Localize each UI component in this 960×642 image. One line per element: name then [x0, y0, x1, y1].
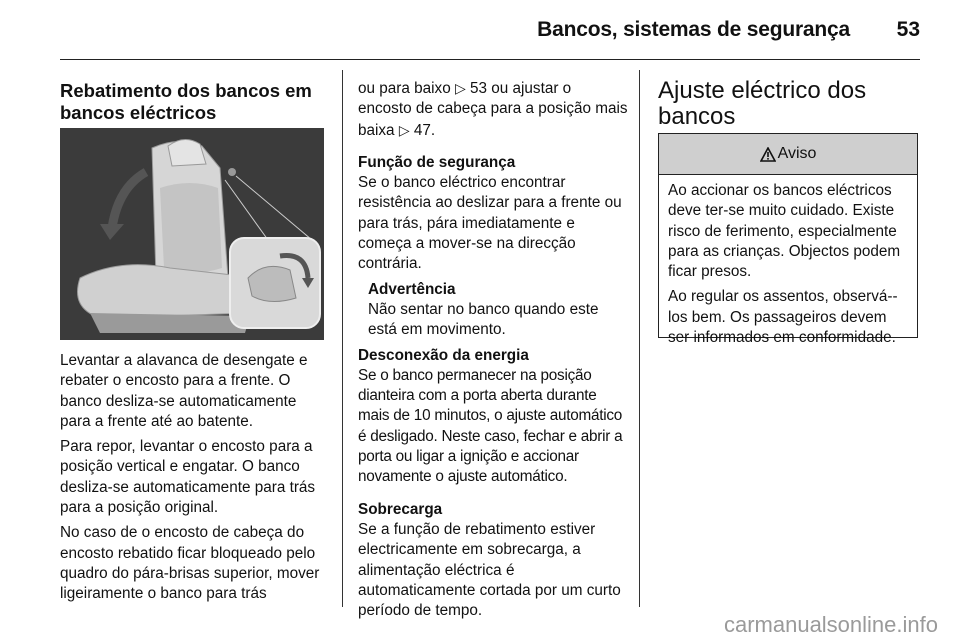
column-divider-1 — [342, 70, 343, 607]
column-3 — [658, 78, 920, 130]
watermark: carmanualsonline.info — [723, 612, 938, 637]
caution-heading: Advertência — [368, 280, 456, 298]
subheading: Função de segurança — [358, 153, 516, 171]
caution-text: Não sentar no banco quando este está em movimento. — [368, 300, 599, 339]
column-1-body — [60, 351, 326, 605]
subheading: Sobrecarga — [358, 500, 443, 518]
paragraph: Se o banco eléctrico encontrar resistência ao deslizar para a frente ou para trás, pára imediatamente e começa a mover-se na direcção contrária. — [358, 174, 622, 273]
seat-illustration — [60, 128, 324, 340]
warning-body — [659, 175, 917, 348]
subheading: Desconexão da energia — [358, 346, 529, 364]
header-divider — [60, 59, 920, 60]
page-number: 53 — [896, 18, 920, 41]
reference-arrow-icon: ▷ — [454, 80, 466, 96]
column-divider-2 — [639, 70, 640, 607]
paragraph: No caso de o encosto de cabeça do encosto rebatido ficar bloqueado pelo quadro do pára-brisas superior, mover ligeiramente o banco para trás — [60, 524, 320, 603]
page-reference[interactable]: 53 — [469, 80, 487, 97]
paragraph: Se a função de rebatimento estiver electricamente em sobrecarga, a alimentação eléctrica é automaticamente cortada por um curto período de tempo. — [358, 520, 621, 620]
seat-folding-diagram — [60, 128, 324, 340]
section-heading: Rebatimento dos bancos em bancos eléctricos — [60, 80, 312, 123]
column-2 — [358, 78, 628, 621]
paragraph: Para repor, levantar o encosto para a posição vertical e engatar. O banco desliza-se automaticamente para trás para a posição original. — [60, 438, 316, 517]
warning-text: Ao accionar os bancos eléctricos deve ter-se muito cuidado. Existe risco de ferimento, especialmente para as crianças. Objectos podem ficar presos. — [668, 182, 901, 281]
paragraph — [358, 78, 628, 141]
caution-note — [358, 280, 628, 341]
warning-text: Ao regular os assentos, observá--los bem. Os passageiros devem ser informados em conformidade. — [668, 288, 898, 347]
reference-arrow-icon: ▷ — [398, 121, 410, 138]
paragraph: Levantar a alavanca de desengate e rebater o encosto para a frente. O banco desliza-se automaticamente para a frente até ao batente. — [60, 352, 308, 430]
column-1 — [60, 80, 324, 124]
paragraph-text: ou para baixo — [358, 80, 451, 97]
section-title: Ajuste eléctrico dos bancos — [658, 77, 867, 130]
header-title: Bancos, sistemas de segurança — [537, 18, 850, 41]
warning-box — [658, 133, 918, 347]
paragraph-text: ou ajustar o encosto de cabeça para a posição mais baixa — [358, 80, 628, 139]
warning-triangle-icon — [760, 147, 776, 162]
page-reference[interactable]: 47. — [413, 121, 436, 139]
warning-label: Aviso — [777, 145, 817, 162]
warning-header — [659, 134, 917, 175]
paragraph: Se o banco permanecer na posição dianteira com a porta aberta durante mais de 10 minutos, o ajuste automático é desligado. Neste caso, fechar e abrir a porta ou ligar a ignição e accionar novamente o ajuste automático. — [358, 366, 623, 486]
